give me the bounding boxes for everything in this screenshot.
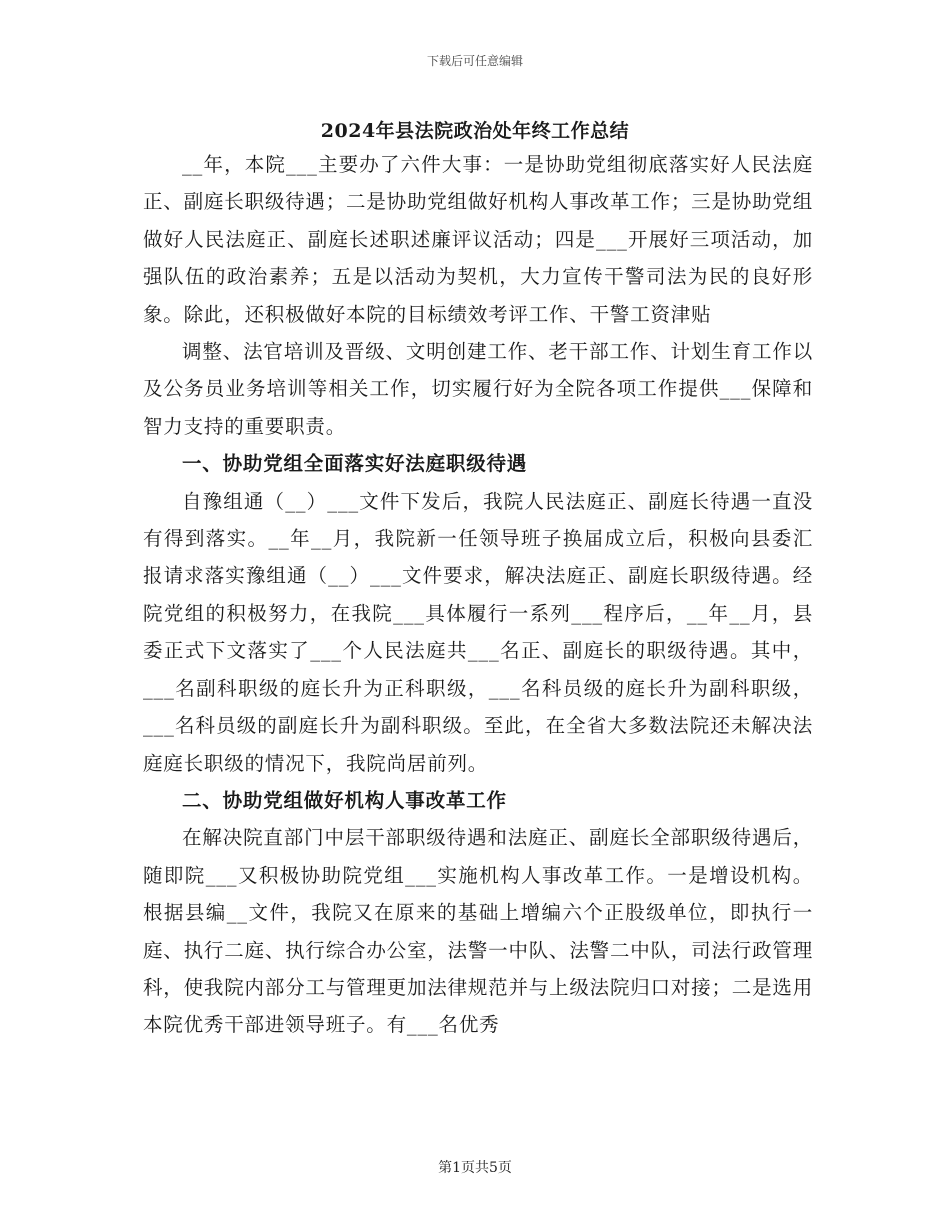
page-header-note: 下载后可任意编辑 [426, 54, 523, 68]
document-body [143, 146, 813, 1044]
document-title: 2024年县法院政治处年终工作总结 [320, 120, 630, 142]
section-heading-2: 二、协助党组做好机构人事改革工作 [182, 788, 507, 812]
page-footer-number: 第1页共5页 [438, 1160, 512, 1176]
paragraph-intro-continued: 调整、法官培训及晋级、文明创建工作、老干部工作、计划生育工作以及公务员业务培训等相关工作，切实履行好为全院各项工作提供___保障和智力支持的重要职责。 [143, 340, 813, 438]
paragraph-section-1: 自豫组通（__）___文件下发后，我院人民法庭正、副庭长待遇一直没有得到落实。__年__月，我院新一任领导班子换届成立后，积极向县委汇报请求落实豫组通（__）___文件要求，解决法庭正、副庭长职级待遇。经院党组的积极努力，在我院___具体履行一系列___程序后，__年__月，县委正式下文落实了___个人民法庭共___名正、副庭长的职级待遇。其中，___名副科职级的庭长升为正科职级，___名科员级的庭长升为副科职级，___名科员级的副庭长升为副科职级。至此，在全省大多数法院还未解决法庭庭长职级的情况下，我院尚居前列。 [143, 489, 813, 775]
paragraph-intro: __年，本院___主要办了六件大事：一是协助党组彻底落实好人民法庭正、副庭长职级待遇；二是协助党组做好机构人事改革工作；三是协助党组做好人民法庭正、副庭长述职述廉评议活动；四是___开展好三项活动，加强队伍的政治素养；五是以活动为契机，大力宣传干警司法为民的良好形象。除此，还积极做好本院的目标绩效考评工作、干警工资津贴 [143, 153, 813, 326]
section-heading-1: 一、协助党组全面落实好法庭职级待遇 [182, 452, 528, 476]
paragraph-section-2: 在解决院直部门中层干部职级待遇和法庭正、副庭长全部职级待遇后，随即院___又积极协助院党组___实施机构人事改革工作。一是增设机构。根据县编__文件，我院又在原来的基础上增编六个正股级单位，即执行一庭、执行二庭、执行综合办公室，法警一中队、法警二中队，司法行政管理科，使我院内部分工与管理更加法律规范并与上级法院归口对接；二是选用本院优秀干部进领导班子。有___名优秀 [143, 826, 813, 1037]
